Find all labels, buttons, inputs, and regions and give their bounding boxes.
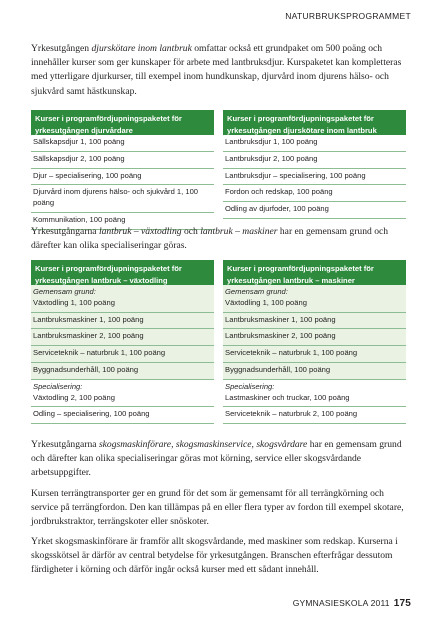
table-row: Sällskapsdjur 2, 100 poäng (31, 152, 214, 169)
table-row: Byggnadsunderhåll, 100 poäng (31, 363, 214, 380)
table-row: Djur – specialisering, 100 poäng (31, 169, 214, 186)
emphasis: djurskötare inom lantbruk (91, 43, 192, 54)
table-row: Serviceteknik – naturbruk 1, 100 poäng (31, 346, 214, 363)
footer-label: GYMNASIESKOLA 2011 (292, 598, 390, 608)
table-row: Serviceteknik – naturbruk 1, 100 poäng (223, 346, 406, 363)
paragraph-terrangtransporter: Kursen terrängtransporter ger en grund för det som är gemensamt för all terrängkörning och service på terrängfordon. Den kan tillämpas på en eller flera typer av fordon till exempel skotare, jordbrukstraktor, terrängskoter eller snöskoter. (31, 488, 404, 528)
course-tables-1 (31, 110, 406, 230)
table-row: Lantbruksmaskiner 2, 100 poäng (223, 329, 406, 346)
table-row: Byggnadsunderhåll, 100 poäng (223, 363, 406, 380)
page-footer (293, 598, 411, 609)
table-row: Lantbruksdjur 2, 100 poäng (223, 152, 406, 169)
table-lantbruk-maskiner (223, 260, 406, 424)
table-djurvardare (31, 110, 214, 230)
table-row: Gemensam grund: Växtodling 1, 100 poäng (31, 285, 214, 313)
table-row: Sällskapsdjur 1, 100 poäng (31, 135, 214, 152)
paragraph-skogsmaskin: Yrkesutgångarna skogsmaskinförare, skogsmaskinservice, skogsvårdare har en gemensam grund och därefter kan olika specialiseringar göras mot körning, service eller skogsvårdande arbetsuppgifter. (31, 439, 402, 479)
table-header: Kurser i programfördjupningspaketet för yrkesutgången djurvårdare (31, 110, 214, 135)
table-header: Kurser i programfördjupningspaketet för yrkesutgången lantbruk – maskiner (223, 260, 406, 285)
table-row: Specialisering: Växtodling 2, 100 poäng (31, 380, 214, 408)
table-lantbruk-vaxtodling (31, 260, 214, 424)
paragraph-djurskotare (31, 42, 407, 99)
table-row: Kommunikation, 100 poäng (31, 213, 214, 230)
course-tables-2 (31, 260, 406, 424)
text: Yrkesutgången (31, 43, 92, 54)
table-row: Odling av djurfoder, 100 poäng (223, 202, 406, 219)
table-row: Lantbruksdjur 1, 100 poäng (223, 135, 406, 152)
table-row: Fordon och redskap, 100 poäng (223, 185, 406, 202)
table-djurskotare-lantbruk (223, 110, 406, 230)
page-number: 175 (393, 598, 411, 609)
table-header: Kurser i programfördjupningspaketet för yrkesutgången djurskötare inom lantbruk (223, 110, 406, 135)
table-row: Gemensam grund: Växtodling 1, 100 poäng (223, 285, 406, 313)
table-row: Lantbruksmaskiner 2, 100 poäng (31, 329, 214, 346)
table-header: Kurser i programfördjupningspaketet för yrkesutgången lantbruk – växtodling (31, 260, 214, 285)
table-row: Specialisering: Lastmaskiner och truckar, 100 poäng (223, 380, 406, 408)
text: omfattar också ett grundpaket om 500 poäng och innehåller kurser som ger kunskaper för arbete med lantbruksdjur. Kurspaketet kan kompletteras med ytterligare djurkurser, till exempel inom hundkunskap, djurvård inom djurens hälso- och sjukvård samt hästkunskap. (31, 43, 402, 97)
table-row: Odling – specialisering, 100 poäng (31, 407, 214, 424)
table-row: Lantbruksmaskiner 1, 100 poäng (31, 313, 214, 330)
table-row: Serviceteknik – naturbruk 2, 100 poäng (223, 407, 406, 424)
table-row: Lantbruksdjur – specialisering, 100 poäng (223, 169, 406, 186)
table-row: Djurvård inom djurens hälso- och sjukvård 1, 100 poäng (31, 185, 214, 213)
paragraph-skogsmaskinforare: Yrket skogsmaskinförare är framför allt skogsvårdande, med maskiner som redskap. Kurserna i skogsskötsel är därför av central betydelse för yrkesutgången. Branschen efterfrågar dessutom färdigheter i körning och därför ingår också kurser med ett sådant innehåll. (31, 536, 398, 576)
running-header: NATURBRUKSPROGRAMMET (285, 11, 411, 21)
table-row: Lantbruksmaskiner 1, 100 poäng (223, 313, 406, 330)
paragraph-lantbruk: Yrkesutgångarna lantbruk – växtodling och lantbruk – maskiner har en gemensam grund och därefter kan olika specialiseringar göras. (31, 226, 389, 252)
